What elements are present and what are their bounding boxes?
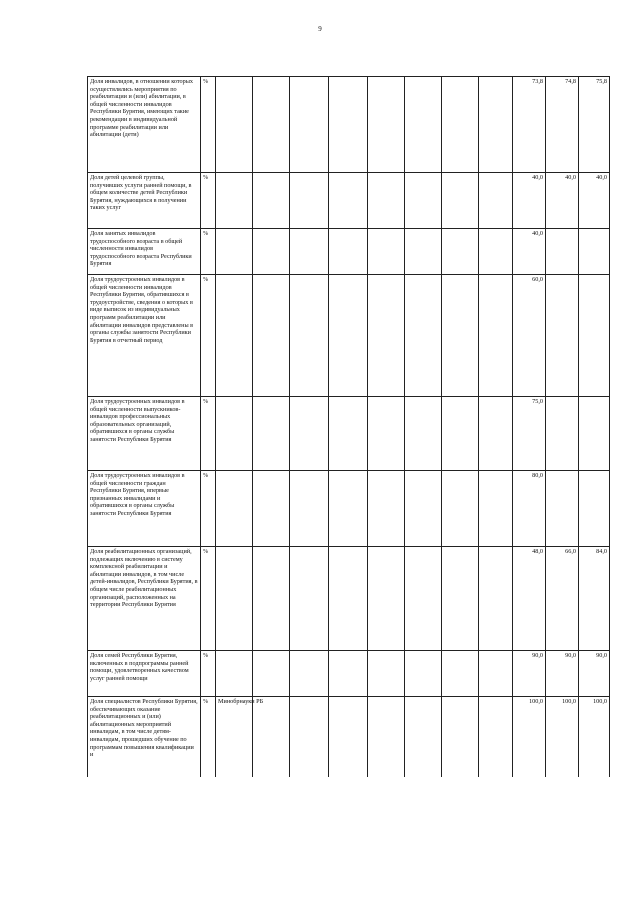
value-cell [479, 471, 513, 547]
value-cell [479, 77, 513, 173]
executor-cell [216, 229, 253, 275]
table-row [88, 547, 610, 651]
unit-cell: % [201, 697, 216, 777]
indicator-name: Доля трудоустроенных инвалидов в общей численности инвалидов Республики Бурятия, обратившихся в трудоустройстве, сведения о которых в виде выписок из индивидуальных программ реабилитации или абилитации инвалидов представлены в органы службы занятости Республики Бурятия в отчетный период [88, 275, 201, 397]
value-cell [579, 229, 610, 275]
value-cell: 100,0 [579, 697, 610, 777]
indicator-name: Доля трудоустроенных инвалидов в общей численности выпускников-инвалидов профессиональных образовательных организаций, обратившихся в органы службы занятости Республики Бурятия [88, 397, 201, 471]
executor-cell [216, 77, 253, 173]
value-cell: 40,0 [513, 229, 546, 275]
value-cell [405, 547, 442, 651]
value-cell [368, 471, 405, 547]
value-cell [442, 697, 479, 777]
value-cell [546, 471, 579, 547]
value-cell [442, 547, 479, 651]
value-cell [290, 229, 329, 275]
value-cell: 40,0 [579, 173, 610, 229]
value-cell [253, 651, 290, 697]
table-row [88, 77, 610, 173]
value-cell [290, 173, 329, 229]
value-cell: 60,0 [513, 275, 546, 397]
indicators-table [87, 76, 610, 777]
value-cell [479, 275, 513, 397]
indicator-name: Доля детей целевой группы, получивших услуги ранней помощи, в общем количестве детей Республики Бурятия, нуждающихся в получении таких услуг [88, 173, 201, 229]
value-cell [442, 77, 479, 173]
value-cell [579, 275, 610, 397]
value-cell [290, 471, 329, 547]
value-cell [253, 697, 290, 777]
page-number: 9 [318, 25, 322, 33]
unit-cell: % [201, 547, 216, 651]
value-cell [405, 275, 442, 397]
value-cell [405, 77, 442, 173]
value-cell [546, 275, 579, 397]
value-cell [405, 397, 442, 471]
table-row [88, 275, 610, 397]
unit-cell: % [201, 173, 216, 229]
value-cell [368, 397, 405, 471]
table-row [88, 229, 610, 275]
value-cell [368, 77, 405, 173]
value-cell [442, 651, 479, 697]
indicator-name: Доля реабилитационных организаций, подлежащих включению в систему комплексной реабилитации и абилитации инвалидов, в том числе детей-инвалидов, Республики Бурятия, в общем числе реабилитационных организаций, расположенных на территории Республики Бурятия [88, 547, 201, 651]
value-cell [329, 547, 368, 651]
value-cell [329, 397, 368, 471]
value-cell [368, 697, 405, 777]
value-cell [442, 229, 479, 275]
value-cell [579, 397, 610, 471]
unit-cell: % [201, 229, 216, 275]
unit-cell: % [201, 651, 216, 697]
value-cell [253, 275, 290, 397]
value-cell [290, 397, 329, 471]
value-cell [442, 173, 479, 229]
value-cell [405, 651, 442, 697]
value-cell [329, 229, 368, 275]
indicator-name: Доля инвалидов, в отношении которых осуществлялись мероприятия по реабилитации и (или) абилитации, в общей численности инвалидов Республики Бурятия, имеющих такие рекомендации в индивидуальной программе реабилитации или абилитации (дети) [88, 77, 201, 173]
value-cell [329, 275, 368, 397]
indicator-name: Доля занятых инвалидов трудоспособного возраста в общей численности инвалидов трудоспособного возраста Республики Бурятия [88, 229, 201, 275]
value-cell: 75,0 [513, 397, 546, 471]
value-cell: 90,0 [579, 651, 610, 697]
table-row [88, 651, 610, 697]
unit-cell: % [201, 77, 216, 173]
executor-cell [216, 471, 253, 547]
value-cell [329, 697, 368, 777]
value-cell [546, 397, 579, 471]
unit-cell: % [201, 275, 216, 397]
value-cell [479, 229, 513, 275]
value-cell [405, 471, 442, 547]
table-row [88, 471, 610, 547]
executor-cell [216, 173, 253, 229]
value-cell [253, 77, 290, 173]
value-cell [290, 651, 329, 697]
value-cell [546, 229, 579, 275]
executor-cell [216, 651, 253, 697]
unit-cell: % [201, 397, 216, 471]
value-cell [479, 651, 513, 697]
executor-cell [216, 275, 253, 397]
value-cell [442, 471, 479, 547]
value-cell: 74,8 [546, 77, 579, 173]
value-cell [479, 397, 513, 471]
executor-cell: Минобрнауки РБ [216, 697, 253, 777]
value-cell [290, 275, 329, 397]
value-cell: 100,0 [546, 697, 579, 777]
value-cell: 40,0 [513, 173, 546, 229]
value-cell [368, 275, 405, 397]
executor-cell [216, 397, 253, 471]
value-cell [290, 697, 329, 777]
value-cell [329, 173, 368, 229]
value-cell: 90,0 [513, 651, 546, 697]
value-cell [329, 77, 368, 173]
value-cell [290, 547, 329, 651]
unit-cell: % [201, 471, 216, 547]
value-cell [368, 229, 405, 275]
value-cell [368, 173, 405, 229]
value-cell: 73,8 [513, 77, 546, 173]
value-cell: 75,8 [579, 77, 610, 173]
value-cell [253, 173, 290, 229]
value-cell [479, 697, 513, 777]
indicator-name: Доля семей Республики Бурятия, включенных в подпрограммы ранней помощи, удовлетворенных качеством услуг ранней помощи [88, 651, 201, 697]
executor-cell [216, 547, 253, 651]
value-cell [479, 173, 513, 229]
value-cell: 66,0 [546, 547, 579, 651]
value-cell [253, 471, 290, 547]
value-cell: 80,0 [513, 471, 546, 547]
value-cell [329, 471, 368, 547]
value-cell [442, 397, 479, 471]
value-cell: 84,0 [579, 547, 610, 651]
indicator-name: Доля трудоустроенных инвалидов в общей численности граждан Республики Бурятия, впервые признанных инвалидами и обратившихся в органы службы занятости Республики Бурятия [88, 471, 201, 547]
value-cell: 48,0 [513, 547, 546, 651]
table-row [88, 697, 610, 777]
value-cell [253, 547, 290, 651]
value-cell [405, 229, 442, 275]
value-cell: 40,0 [546, 173, 579, 229]
value-cell [405, 697, 442, 777]
indicator-name: Доля специалистов Республики Бурятия, обеспечивающих оказание реабилитационных и (или) абилитационных мероприятий инвалидам, в том числе детям-инвалидам, прошедших обучение по программам повышения квалификации и [88, 697, 201, 777]
value-cell: 90,0 [546, 651, 579, 697]
value-cell [405, 173, 442, 229]
value-cell: 100,0 [513, 697, 546, 777]
table-row [88, 397, 610, 471]
value-cell [329, 651, 368, 697]
value-cell [253, 397, 290, 471]
value-cell [368, 651, 405, 697]
value-cell [442, 275, 479, 397]
value-cell [579, 471, 610, 547]
value-cell [368, 547, 405, 651]
value-cell [290, 77, 329, 173]
value-cell [253, 229, 290, 275]
table-row [88, 173, 610, 229]
value-cell [479, 547, 513, 651]
